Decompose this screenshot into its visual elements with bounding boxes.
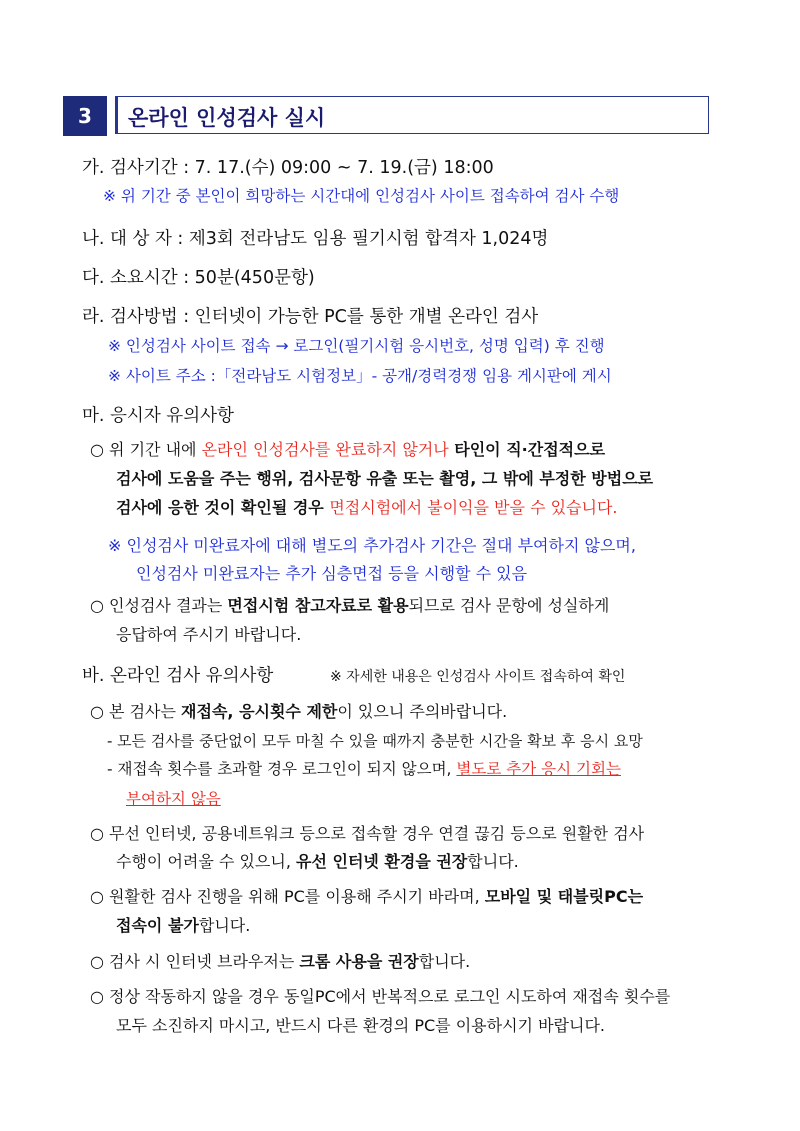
- item-na: 나. 대 상 자 : 제3회 전라남도 임용 필기시험 합격자 1,024명: [82, 229, 549, 249]
- ba1-part2: 재접속, 응시횟수 제한: [181, 702, 338, 721]
- ba-bullet-4: [90, 948, 470, 975]
- section-number: 3: [63, 96, 107, 136]
- ma2-part3: 되므로 검사 문항에 성실하게: [408, 596, 610, 615]
- item-ba: 바. 온라인 검사 유의사항: [82, 666, 274, 686]
- ba2-line2c: 합니다.: [467, 852, 519, 871]
- item-ra: 라. 검사방법 : 인터넷이 가능한 PC를 통한 개별 온라인 검사: [82, 307, 539, 327]
- ba-dash-2: [107, 757, 621, 779]
- ma-bullet-2-line-1: [90, 592, 609, 619]
- ma1-part3: 타인이 직·간접적으로: [448, 440, 606, 459]
- item-ga: 가. 검사기간 : 7. 17.(수) 09:00 ~ 7. 19.(금) 18:00: [82, 158, 494, 178]
- ba3-part2: 모바일 및 태블릿PC는: [484, 887, 644, 906]
- ba-bullet-3-line-2: [116, 912, 250, 939]
- ba-dash-1: - 모든 검사를 중단없이 모두 마칠 수 있을 때까지 충분한 시간을 확보 후 응시 요망: [107, 732, 643, 750]
- ba-dash-2b: 별도로 추가 응시 기회는: [456, 760, 621, 778]
- ma-bullet-2-line-2: 응답하여 주시기 바랍니다.: [116, 625, 302, 644]
- section-title: 온라인 인성검사 실시: [128, 106, 326, 130]
- ba-bullet-5-line-1: ○ 정상 작동하지 않을 경우 동일PC에서 반복적으로 로그인 시도하여 재접속 횟수를: [90, 987, 671, 1006]
- ma2-part2: 면접시험 참고자료로 활용: [227, 596, 409, 615]
- ba3-part1: ○ 원활한 검사 진행을 위해 PC를 이용해 주시기 바라며,: [90, 887, 485, 906]
- ba2-line2b: 유선 인터넷 환경을 권장: [296, 852, 468, 871]
- ma1-line3a: 검사에 응한 것이 확인될 경우: [116, 498, 330, 517]
- ma1-part2: 온라인 인성검사를 완료하지 않거나: [201, 440, 449, 459]
- note-ra-1: ※ 인성검사 사이트 접속 → 로그인(필기시험 응시번호, 성명 입력) 후 진행: [108, 337, 605, 355]
- note-ra-2: ※ 사이트 주소 :「전라남도 시험정보」- 공개/경력경쟁 임용 게시판에 게시: [108, 367, 612, 385]
- ba-note: ※ 자세한 내용은 인성검사 사이트 접속하여 확인: [330, 669, 626, 685]
- ba-dash-2a: - 재접속 횟수를 초과할 경우 로그인이 되지 않으며,: [107, 760, 457, 778]
- ba3-line2a: 접속이 불가: [116, 916, 199, 935]
- ba-bullet-2-line-1: ○ 무선 인터넷, 공용네트워크 등으로 접속할 경우 연결 끊김 등으로 원활한 검사: [90, 824, 645, 843]
- ba1-part3: 이 있으니 주의바랍니다.: [337, 702, 508, 721]
- item-ma: 마. 응시자 유의사항: [82, 406, 234, 426]
- note-ma-2: 인성검사 미완료자는 추가 심층면접 등을 시행할 수 있음: [136, 564, 528, 583]
- note-ga: ※ 위 기간 중 본인이 희망하는 시간대에 인성검사 사이트 접속하여 검사 수행: [103, 187, 620, 205]
- ba-bullet-5-line-2: 모두 소진하지 마시고, 반드시 다른 환경의 PC를 이용하시기 바랍니다.: [116, 1016, 605, 1035]
- item-da: 다. 소요시간 : 50분(450문항): [82, 268, 315, 288]
- ba-bullet-1: [90, 698, 507, 725]
- ba3-line2b: 합니다.: [198, 916, 251, 935]
- ma-bullet-1-line-3: [116, 494, 618, 521]
- ma-bullet-1-line-1: [90, 436, 605, 463]
- ba4-part2: 크롬 사용을 권장: [299, 952, 419, 971]
- ba1-part1: ○ 본 검사는: [90, 702, 182, 721]
- ba-dash-2c: 부여하지 않음: [126, 790, 221, 808]
- ba-bullet-2-line-2: [116, 848, 519, 875]
- note-ma-1: ※ 인성검사 미완료자에 대해 별도의 추가검사 기간은 절대 부여하지 않으며,: [108, 536, 636, 555]
- ba-bullet-3-line-1: [90, 883, 643, 910]
- ba2-line2a: 수행이 어려울 수 있으니,: [116, 852, 296, 871]
- ma-bullet-1-line-2: 검사에 도움을 주는 행위, 검사문항 유출 또는 촬영, 그 밖에 부정한 방법으로: [116, 469, 654, 488]
- ma1-part1: ○ 위 기간 내에: [90, 440, 202, 459]
- ba4-part3: 합니다.: [418, 952, 471, 971]
- ba4-part1: ○ 검사 시 인터넷 브라우저는: [90, 952, 300, 971]
- ma1-line3b: 면접시험에서 불이익을 받을 수 있습니다.: [329, 498, 618, 517]
- ma2-part1: ○ 인성검사 결과는: [90, 596, 228, 615]
